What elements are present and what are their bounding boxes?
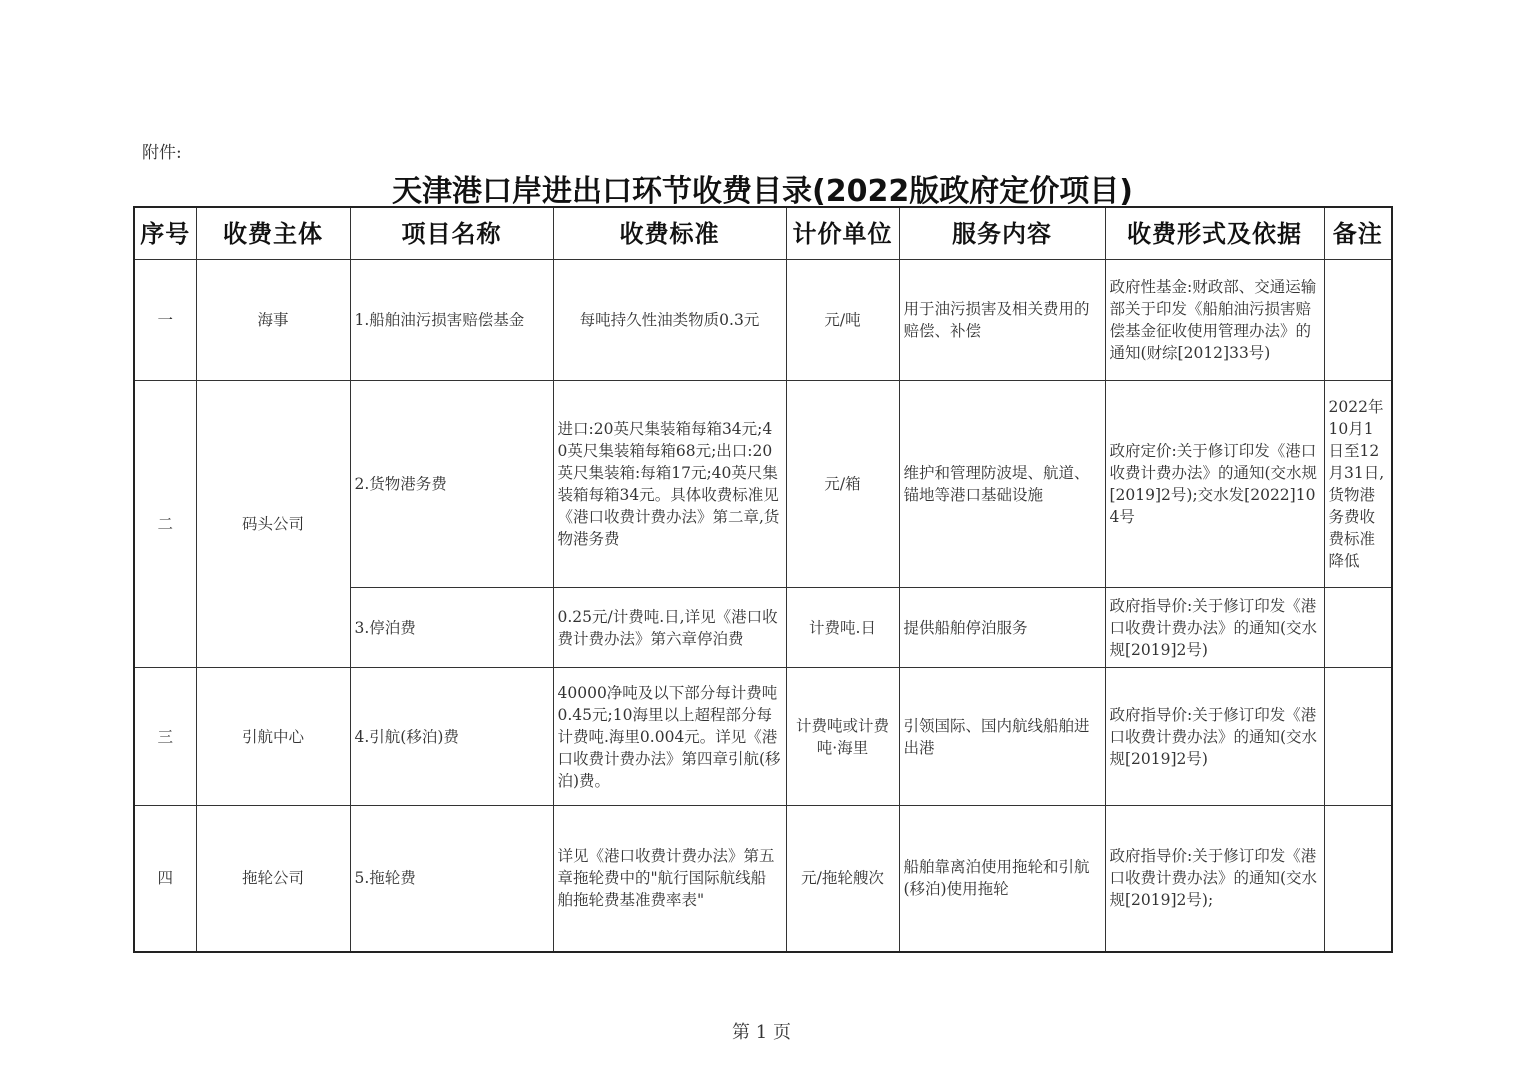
row-remark	[1324, 588, 1392, 668]
row-unit: 元/箱	[786, 381, 899, 588]
row-remark	[1324, 806, 1392, 952]
fee-table	[133, 206, 1393, 953]
row-item: 5.拖轮费	[350, 806, 553, 952]
row-no: 二	[134, 381, 196, 668]
page-number: 第 1 页	[732, 1022, 791, 1043]
row-no: 三	[134, 668, 196, 806]
table-row	[134, 260, 1392, 381]
row-no: 一	[134, 260, 196, 381]
row-standard: 详见《港口收费计费办法》第五章拖轮费中的"航行国际航线船舶拖轮费基准费率表"	[553, 806, 786, 952]
row-entity: 码头公司	[196, 381, 350, 668]
row-no: 四	[134, 806, 196, 952]
row-standard: 每吨持久性油类物质0.3元	[553, 260, 786, 381]
row-basis: 政府指导价:关于修订印发《港口收费计费办法》的通知(交水规[2019]2号)	[1105, 588, 1324, 668]
document-title: 天津港口岸进出口环节收费目录(2022版政府定价项目)	[392, 174, 1133, 209]
row-remark	[1324, 260, 1392, 381]
row-standard: 进口:20英尺集装箱每箱34元;40英尺集装箱每箱68元;出口:20英尺集装箱:每箱17元;40英尺集装箱每箱34元。具体收费标准见《港口收费计费办法》第二章,货物港务费	[553, 381, 786, 588]
row-service: 用于油污损害及相关费用的赔偿、补偿	[899, 260, 1105, 381]
header-item: 项目名称	[350, 207, 553, 260]
row-remark	[1324, 668, 1392, 806]
header-service: 服务内容	[899, 207, 1105, 260]
row-unit: 计费吨或计费吨·海里	[786, 668, 899, 806]
row-basis: 政府指导价:关于修订印发《港口收费计费办法》的通知(交水规[2019]2号)	[1105, 668, 1324, 806]
row-service: 提供船舶停泊服务	[899, 588, 1105, 668]
row-item: 2.货物港务费	[350, 381, 553, 588]
row-service: 引领国际、国内航线船舶进出港	[899, 668, 1105, 806]
row-standard: 0.25元/计费吨.日,详见《港口收费计费办法》第六章停泊费	[553, 588, 786, 668]
header-no: 序号	[134, 207, 196, 260]
row-unit: 计费吨.日	[786, 588, 899, 668]
table-row	[134, 381, 1392, 588]
header-remark: 备注	[1324, 207, 1392, 260]
header-unit: 计价单位	[786, 207, 899, 260]
table-row	[134, 668, 1392, 806]
header-basis: 收费形式及依据	[1105, 207, 1324, 260]
row-standard: 40000净吨及以下部分每计费吨0.45元;10海里以上超程部分每计费吨.海里0.004元。详见《港口收费计费办法》第四章引航(移泊)费。	[553, 668, 786, 806]
row-unit: 元/拖轮艘次	[786, 806, 899, 952]
header-standard: 收费标准	[553, 207, 786, 260]
row-item: 1.船舶油污损害赔偿基金	[350, 260, 553, 381]
row-entity: 拖轮公司	[196, 806, 350, 952]
row-basis: 政府性基金:财政部、交通运输部关于印发《船舶油污损害赔偿基金征收使用管理办法》的通知(财综[2012]33号)	[1105, 260, 1324, 381]
row-remark: 2022年10月1日至12月31日,货物港务费收费标准降低	[1324, 381, 1392, 588]
table-row	[134, 806, 1392, 952]
row-unit: 元/吨	[786, 260, 899, 381]
row-basis: 政府指导价:关于修订印发《港口收费计费办法》的通知(交水规[2019]2号);	[1105, 806, 1324, 952]
header-entity: 收费主体	[196, 207, 350, 260]
row-entity: 海事	[196, 260, 350, 381]
row-service: 船舶靠离泊使用拖轮和引航(移泊)使用拖轮	[899, 806, 1105, 952]
row-basis: 政府定价:关于修订印发《港口收费计费办法》的通知(交水规[2019]2号);交水发[2022]104号	[1105, 381, 1324, 588]
header-row	[134, 207, 1392, 260]
row-entity: 引航中心	[196, 668, 350, 806]
row-item: 4.引航(移泊)费	[350, 668, 553, 806]
row-item: 3.停泊费	[350, 588, 553, 668]
row-service: 维护和管理防波堤、航道、锚地等港口基础设施	[899, 381, 1105, 588]
attachment-label: 附件:	[142, 143, 182, 163]
